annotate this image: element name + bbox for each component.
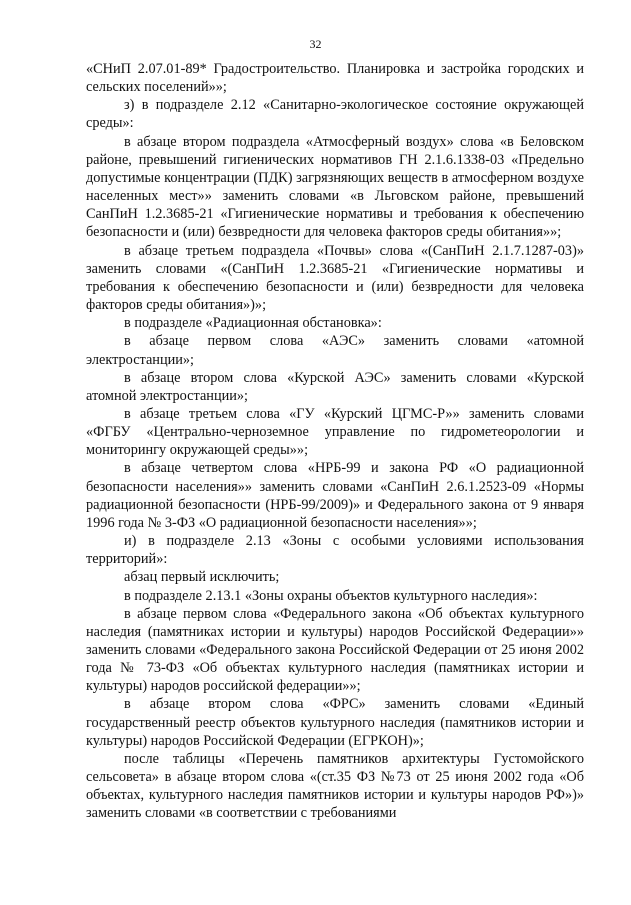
paragraph-radiation-third: в абзаце третьем слова «ГУ «Курский ЦГМС-Р»» заменить словами «ФГБУ «Центрально-черноземное управление по гидрометеорологии и мониторингу окружающей среды»»;: [86, 405, 584, 459]
paragraph-subsection-2-13: и) в подразделе 2.13 «Зоны с особыми условиями использования территорий»:: [86, 533, 584, 568]
paragraph-snip-continuation: «СНиП 2.07.01-89* Градостроительство. Планировка и застройка городских и сельских поселений»»;: [86, 61, 584, 96]
page-number: 32: [309, 37, 322, 51]
paragraph-subsection-2-12: з) в подразделе 2.12 «Санитарно-экологическое состояние окружающей среды»:: [86, 97, 584, 132]
paragraph-federal-law: в абзаце первом слова «Федерального закона «Об объектах культурного наследия (памятниках истории и культуры) народов Российской Федерации»» заменить словами «Федерального закона Российской Федерации от 25 июня 2002 года № 73-ФЗ «Об объектах культурного наследия (памятниках истории и культуры) народов российской федерации»»;: [86, 605, 584, 695]
document-body: [86, 60, 584, 823]
paragraph-radiation-fourth: в абзаце четвертом слова «НРБ-99 и закона РФ «О радиационной безопасности населения»» заменить словами «СанПиН 2.6.1.2523-09 «Нормы радиационной безопасности (НРБ-99/2009)» и Федерального закона от 9 января 1996 года № 3-ФЗ «О радиационной безопасности населения»»;: [86, 460, 584, 531]
paragraph-subsection-2-13-1: в подразделе 2.13.1 «Зоны охраны объектов культурного наследия»:: [124, 587, 538, 604]
paragraph-radiation-heading: в подразделе «Радиационная обстановка»:: [124, 315, 382, 332]
paragraph-after-table: после таблицы «Перечень памятников архитектуры Густомойского сельсовета» в абзаце втором слова «(ст.35 ФЗ №73 от 25 июня 2002 года «Об объектах, культурного наследия памятников истории и культуры народов РФ»)» заменить словами «в соответствии с требованиями: [86, 750, 584, 822]
paragraph-radiation-first: в абзаце первом слова «АЭС» заменить словами «атомной электростанции»;: [86, 333, 584, 368]
paragraph-frs: в абзаце втором слова «ФРС» заменить словами «Единый государственный реестр объектов культурного наследия (памятников истории и культуры) народов Российской Федерации (ЕГРКОН)»;: [86, 696, 584, 749]
paragraph-radiation-second: в абзаце втором слова «Курской АЭС» заменить словами «Курской атомной электростанции»;: [86, 369, 584, 404]
paragraph-atmospheric-air: в абзаце втором подраздела «Атмосферный воздух» слова «в Беловском районе, превышений гигиенических нормативов ГН 2.1.6.1338-03 «Предельно допустимые концентрации (ПДК) загрязняющих веществ в атмосферном воздухе населенных мест»» заменить словами «в Льговском районе, превышений СанПиН 1.2.3685-21 «Гигиенические нормативы и требования к обеспечению безопасности и (или) безвредности для человека факторов среды обитания»»;: [86, 133, 584, 241]
paragraph-soils: в абзаце третьем подраздела «Почвы» слова «(СанПиН 2.1.7.1287-03)» заменить словами «(СанПиН 1.2.3685-21 «Гигиенические нормативы и требования к обеспечению безопасности и (или) безвредности для человека факторов среды обитания»)»;: [86, 242, 584, 314]
paragraph-first-excluded: абзац первый исключить;: [124, 569, 280, 586]
